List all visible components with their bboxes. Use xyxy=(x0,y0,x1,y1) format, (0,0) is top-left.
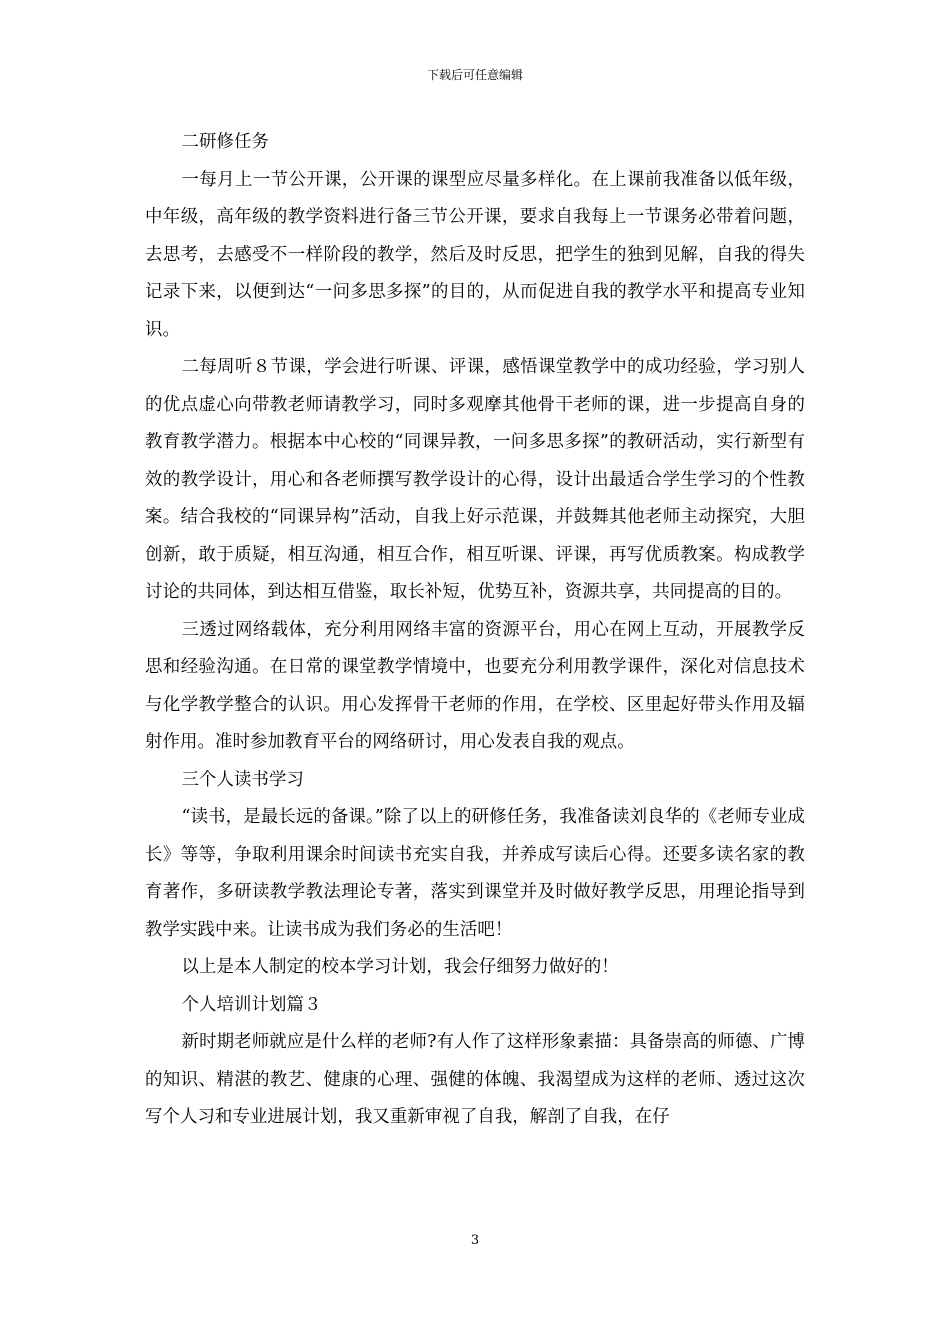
section-heading-reading: 三个人读书学习 xyxy=(181,769,304,790)
document-body xyxy=(145,124,805,1137)
page-header: 下载后可任意编辑 xyxy=(426,68,523,82)
paragraph-reading: “读书，是最长远的备课。”除了以上的研修任务，我准备读刘良华的《老师专业成长》等等，争取利用课余时间读书充实自我，并养成写读后心得。还要多读名家的教育著作，多研读教学教法理论专著，落实到课堂并及时做好教学反思，用理论指导到教学实践中来。让读书成为我们务必的生活吧！ xyxy=(145,807,805,940)
paragraph-new-era-teacher: 新时期老师就应是什么样的老师?有人作了这样形象素描：具备崇高的师德、广博的知识、精湛的教艺、健康的心理、强健的体魄、我渴望成为这样的老师、透过这次写个人习和专业进展计划，我又重新审视了自我，解剖了自我，在仔 xyxy=(145,1032,805,1127)
paragraph-listen-classes: 二每周听８节课，学会进行听课、评课，感悟课堂教学中的成功经验，学习别人的优点虚心向带教老师请教学习，同时多观摩其他骨干老师的课，进一步提高自身的教育教学潜力。根据本中心校的“同课异教，一问多思多探”的教研活动，实行新型有效的教学设计，用心和各老师撰写教学设计的心得，设计出最适合学生学习的个性教案。结合我校的“同课异构”活动，自我上好示范课，并鼓舞其他老师主动探究，大胆创新，敢于质疑，相互沟通，相互合作，相互听课、评课，再写优质教案。构成教学讨论的共同体，到达相互借鉴，取长补短，优势互补，资源共享，共同提高的目的。 xyxy=(145,357,805,602)
paragraph-conclusion: 以上是本人制定的校本学习计划，我会仔细努力做好的！ xyxy=(181,957,619,977)
paragraph-network: 三透过网络载体，充分利用网络丰富的资源平台，用心在网上互动，开展教学反思和经验沟通。在日常的课堂教学情境中，也要充分利用教学课件，深化对信息技术与化学教学整合的认识。用心发挥骨干老师的作用，在学校、区里起好带头作用及辐射作用。准时参加教育平台的网络研讨，用心发表自我的观点。 xyxy=(145,619,805,752)
paragraph-open-class: 一每月上一节公开课，公开课的课型应尽量多样化。在上课前我准备以低年级，中年级，高年级的教学资料进行备三节公开课，要求自我每上一节课务必带着问题，去思考，去感受不一样阶段的教学，然后及时反思，把学生的独到见解，自我的得失记录下来，以便到达“一问多思多探”的目的，从而促进自我的教学水平和提高专业知识。 xyxy=(145,169,805,340)
page-number: 3 xyxy=(470,1233,480,1248)
section-heading-plan-3: 个人培训计划篇３ xyxy=(181,994,322,1015)
section-heading-research-tasks: 二研修任务 xyxy=(181,132,269,152)
